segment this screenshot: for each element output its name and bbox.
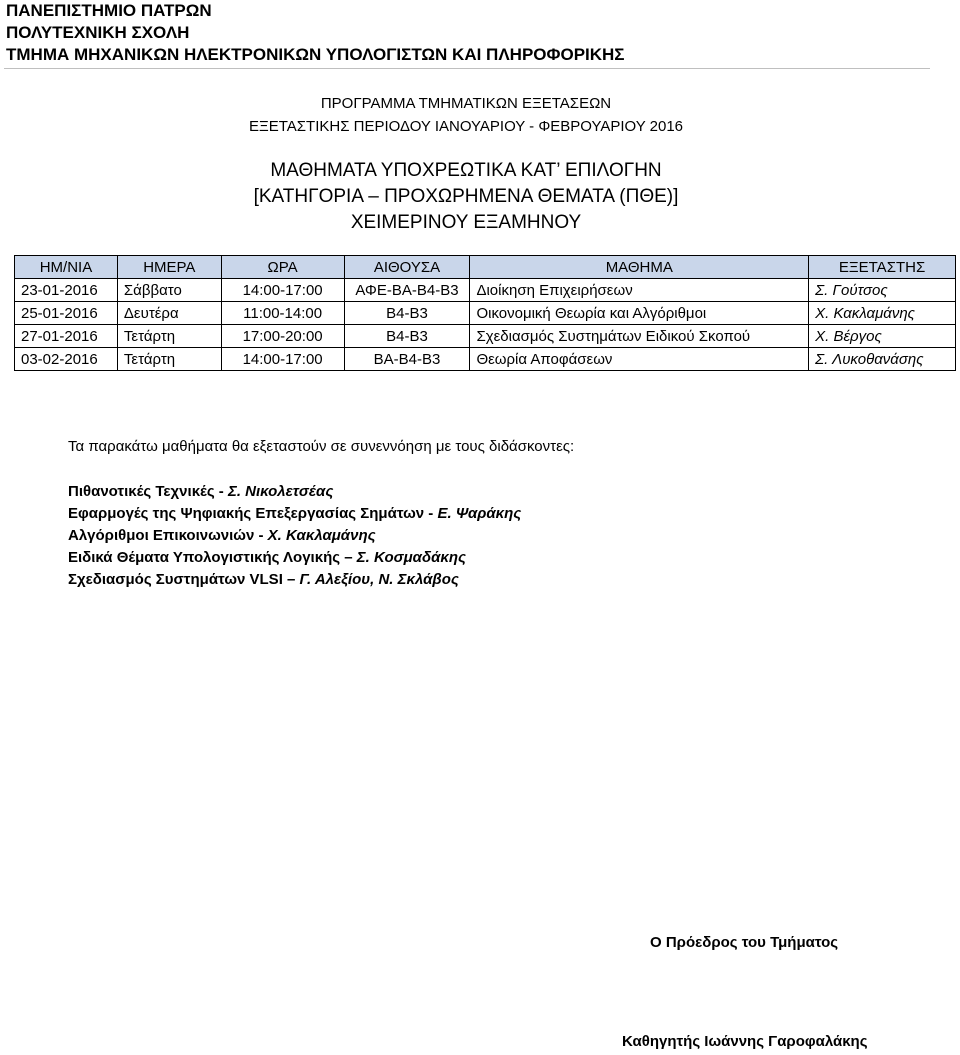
cell-date: 27-01-2016 xyxy=(15,325,118,348)
cell-date: 23-01-2016 xyxy=(15,279,118,302)
extra-course-separator: – xyxy=(282,571,300,588)
cell-course: Διοίκηση Επιχειρήσεων xyxy=(470,279,809,302)
university-name: ΠΑΝΕΠΙΣΤΗΜΙΟ ΠΑΤΡΩΝ xyxy=(6,1,212,20)
cell-date: 03-02-2016 xyxy=(15,348,118,371)
program-title-block xyxy=(0,92,932,138)
cell-time: 17:00-20:00 xyxy=(221,325,344,348)
header-day: ΗΜΕΡΑ xyxy=(117,256,221,279)
extra-course-name: Αλγόριθμοι Επικοινωνιών xyxy=(68,527,255,544)
table-row xyxy=(15,302,956,325)
extra-course-separator: – xyxy=(340,549,357,566)
course-type-title: ΜΑΘΗΜΑΤΑ ΥΠΟΧΡΕΩΤΙΚΑ ΚΑΤ’ ΕΠΙΛΟΓΗΝ xyxy=(270,160,662,181)
list-item xyxy=(68,569,521,591)
cell-examiner: Σ. Λυκοθανάσης xyxy=(809,348,956,371)
cell-day: Δευτέρα xyxy=(117,302,221,325)
consultation-note: Τα παρακάτω μαθήματα θα εξεταστούν σε συνεννόηση με τους διδάσκοντες: xyxy=(68,438,575,455)
header-room: ΑΙΘΟΥΣΑ xyxy=(344,256,470,279)
signature-name: Καθηγητής Ιωάννης Γαροφαλάκης xyxy=(622,1033,868,1050)
extra-course-examiner: Χ. Κακλαμάνης xyxy=(267,527,376,544)
extra-course-name: Πιθανοτικές Τεχνικές xyxy=(68,483,215,500)
header-date: ΗΜ/ΝΙΑ xyxy=(15,256,118,279)
list-item xyxy=(68,481,521,503)
cell-day: Τετάρτη xyxy=(117,348,221,371)
extra-course-list xyxy=(68,481,521,591)
cell-day: Σάββατο xyxy=(117,279,221,302)
extra-course-examiner: Σ. Κοσμαδάκης xyxy=(356,549,467,566)
cell-room: ΑΦΕ-ΒΑ-Β4-Β3 xyxy=(344,279,470,302)
cell-room: Β4-Β3 xyxy=(344,325,470,348)
cell-day: Τετάρτη xyxy=(117,325,221,348)
cell-examiner: Σ. Γούτσος xyxy=(809,279,956,302)
cell-date: 25-01-2016 xyxy=(15,302,118,325)
program-title: ΠΡΟΓΡΑΜΜΑ ΤΜΗΜΑΤΙΚΩΝ ΕΞΕΤΑΣΕΩΝ xyxy=(320,95,612,112)
cell-examiner: Χ. Βέργος xyxy=(809,325,956,348)
signature-role: Ο Πρόεδρος του Τμήματος xyxy=(650,934,839,951)
course-title-block xyxy=(0,158,932,236)
extra-course-name: Εφαρμογές της Ψηφιακής Επεξεργασίας Σημάτων xyxy=(68,505,425,522)
cell-course: Οικονομική Θεωρία και Αλγόριθμοι xyxy=(470,302,809,325)
exam-period: ΕΞΕΤΑΣΤΙΚΗΣ ΠΕΡΙΟΔΟΥ ΙΑΝΟΥΑΡΙΟΥ - ΦΕΒΡΟΥΑΡΙΟΥ 2016 xyxy=(248,118,684,135)
extra-course-separator: - xyxy=(424,505,438,522)
table-row xyxy=(15,348,956,371)
extra-course-separator: - xyxy=(214,483,228,500)
cell-time: 14:00-17:00 xyxy=(221,279,344,302)
extra-course-name: Ειδικά Θέματα Υπολογιστικής Λογικής xyxy=(68,549,341,566)
cell-time: 11:00-14:00 xyxy=(221,302,344,325)
extra-course-name: Σχεδιασμός Συστημάτων VLSI xyxy=(68,571,283,588)
extra-course-examiner: Ε. Ψαράκης xyxy=(437,505,522,522)
table-row xyxy=(15,279,956,302)
cell-room: Β4-Β3 xyxy=(344,302,470,325)
header-time: ΩΡΑ xyxy=(221,256,344,279)
cell-room: ΒΑ-Β4-Β3 xyxy=(344,348,470,371)
cell-course: Σχεδιασμός Συστημάτων Ειδικού Σκοπού xyxy=(470,325,809,348)
course-category: [ΚΑΤΗΓΟΡΙΑ – ΠΡΟΧΩΡΗΜΕΝΑ ΘΕΜΑΤΑ (ΠΘΕ)] xyxy=(253,186,679,207)
header-divider xyxy=(4,68,930,69)
extra-course-examiner: Σ. Νικολετσέας xyxy=(227,483,334,500)
list-item xyxy=(68,547,521,569)
cell-examiner: Χ. Κακλαμάνης xyxy=(809,302,956,325)
cell-course: Θεωρία Αποφάσεων xyxy=(470,348,809,371)
cell-time: 14:00-17:00 xyxy=(221,348,344,371)
document-header xyxy=(6,0,625,66)
exam-schedule-table xyxy=(14,255,956,371)
school-name: ΠΟΛΥΤΕΧΝΙΚΗ ΣΧΟΛΗ xyxy=(6,23,190,42)
header-examiner: ΕΞΕΤΑΣΤΗΣ xyxy=(809,256,956,279)
extra-course-examiner: Γ. Αλεξίου, Ν. Σκλάβος xyxy=(299,571,459,588)
table-header-row xyxy=(15,256,956,279)
department-name: ΤΜΗΜΑ ΜΗΧΑΝΙΚΩΝ ΗΛΕΚΤΡΟΝΙΚΩΝ ΥΠΟΛΟΓΙΣΤΩΝ ΚΑΙ ΠΛΗΡΟΦΟΡΙΚΗΣ xyxy=(6,45,625,64)
list-item xyxy=(68,503,521,525)
header-course: ΜΑΘΗΜΑ xyxy=(470,256,809,279)
extra-course-separator: - xyxy=(254,527,268,544)
list-item xyxy=(68,525,521,547)
semester-title: ΧΕΙΜΕΡΙΝΟΥ ΕΞΑΜΗΝΟΥ xyxy=(350,212,582,233)
table-row xyxy=(15,325,956,348)
